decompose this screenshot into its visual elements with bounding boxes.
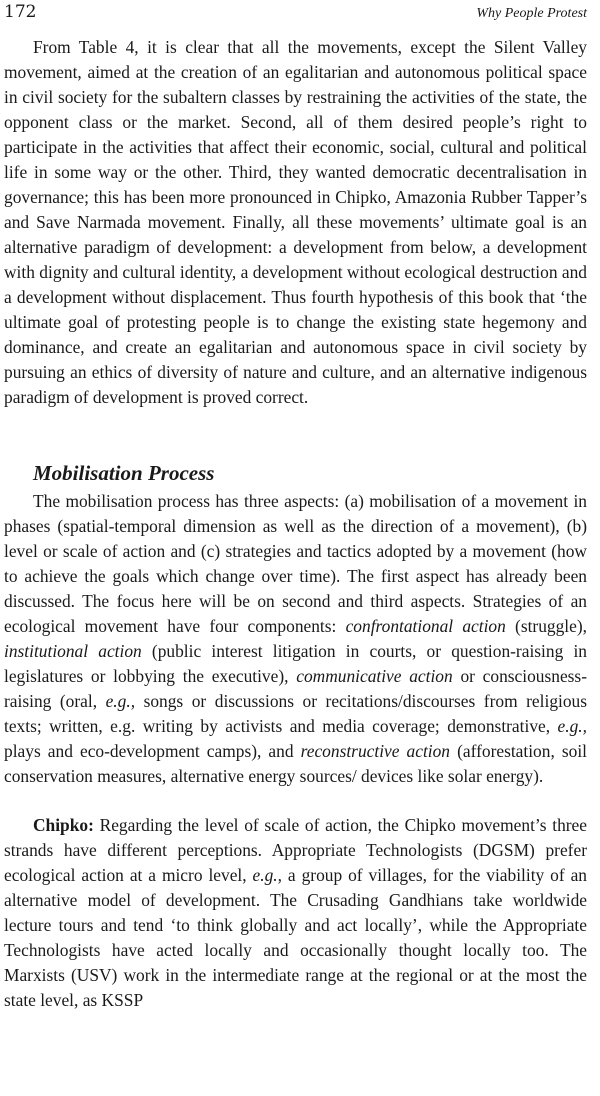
running-title: Why People Protest bbox=[476, 6, 587, 21]
text-run: plays and eco-development camps), and bbox=[4, 741, 301, 761]
text-run: or consciousness-raising (oral, bbox=[4, 666, 587, 711]
running-head bbox=[4, 0, 587, 30]
chipko-lead-in: Chipko: bbox=[33, 815, 94, 835]
text-run: (struggle), bbox=[505, 616, 587, 636]
paragraph-table-4-summary: From Table 4, it is clear that all the movements, except the Silent Valley movement, aimed at the creation of an egalitarian and autonomous political space in civil society for the subaltern classes by restraining the activities of the state, the opponent class or the market. Second, all of them desired people’s right to participate in the activities that affect their economic, social, cultural and political life in some way or the other. Third, they wanted democratic decentralisation in governance; this has been more pronounced in Chipko, Amazonia Rubber Tapper’s and Save Narmada movement. Finally, all these movements’ ultimate goal is an alternative paradigm of development: a development from below, a development with dignity and cultural identity, a development without ecological destruction and a development without displacement. Thus fourth hypothesis of this book that ‘the ultimate goal of protesting people is to change the existing state hegemony and dominance, and create an egalitarian and autonomous space in civil society by pursuing an ethics of diversity of nature and culture, and an alternative indigenous paradigm of development is proved correct. bbox=[4, 37, 587, 407]
abbreviation-eg: e.g., bbox=[252, 865, 282, 885]
text-run: Regarding the level of scale of action, the Chipko movement’s three strands have different perceptions. Appropriate Technologists (DGSM) prefer ecological action at a micro level, bbox=[4, 815, 587, 885]
term-confrontational-action: confrontational action bbox=[345, 616, 506, 636]
text-run: songs or discussions or recitations/discourses from religious texts; written, e.g. writing by activists and media coverage; demonstrative, bbox=[4, 691, 587, 736]
paragraph-mobilisation-process bbox=[4, 489, 587, 789]
section-heading: Mobilisation Process bbox=[33, 461, 215, 485]
term-communicative-action: communicative action bbox=[296, 666, 453, 686]
text-run: (afforestation, soil conservation measures, alternative energy sources/ devices like solar energy). bbox=[4, 741, 587, 786]
abbreviation-eg: e.g., bbox=[557, 716, 587, 736]
term-institutional-action: institutional action bbox=[4, 641, 142, 661]
term-reconstructive-action: reconstructive action bbox=[300, 741, 451, 761]
text-run: a group of villages, for the viability of an alternative model of development. The Crusading Gandhians take worldwide lecture tours and tend ‘to think globally and act locally’, while the Appropriate Technologists have acted locally and occasionally thought locally too. The Marxists (USV) work in the intermediate range at the regional or at the most the state level, as KSSP bbox=[4, 865, 588, 1010]
abbreviation-eg: e.g., bbox=[105, 691, 136, 711]
paragraph-chipko bbox=[4, 813, 587, 1013]
page-number: 172 bbox=[4, 2, 37, 22]
text-run: The mobilisation process has three aspects: (a) mobilisation of a movement in phases (spatial-temporal dimension as well as the direction of a movement), (b) level or scale of action and (c) strategies and tactics adopted by a movement (how to achieve the goals which change over time). The first aspect has already been discussed. The focus here will be on second and third aspects. Strategies of an ecological movement have four components: bbox=[4, 491, 587, 636]
text-run: (public interest litigation in courts, or question-raising in legislatures or lobbying the executive), bbox=[4, 641, 587, 686]
